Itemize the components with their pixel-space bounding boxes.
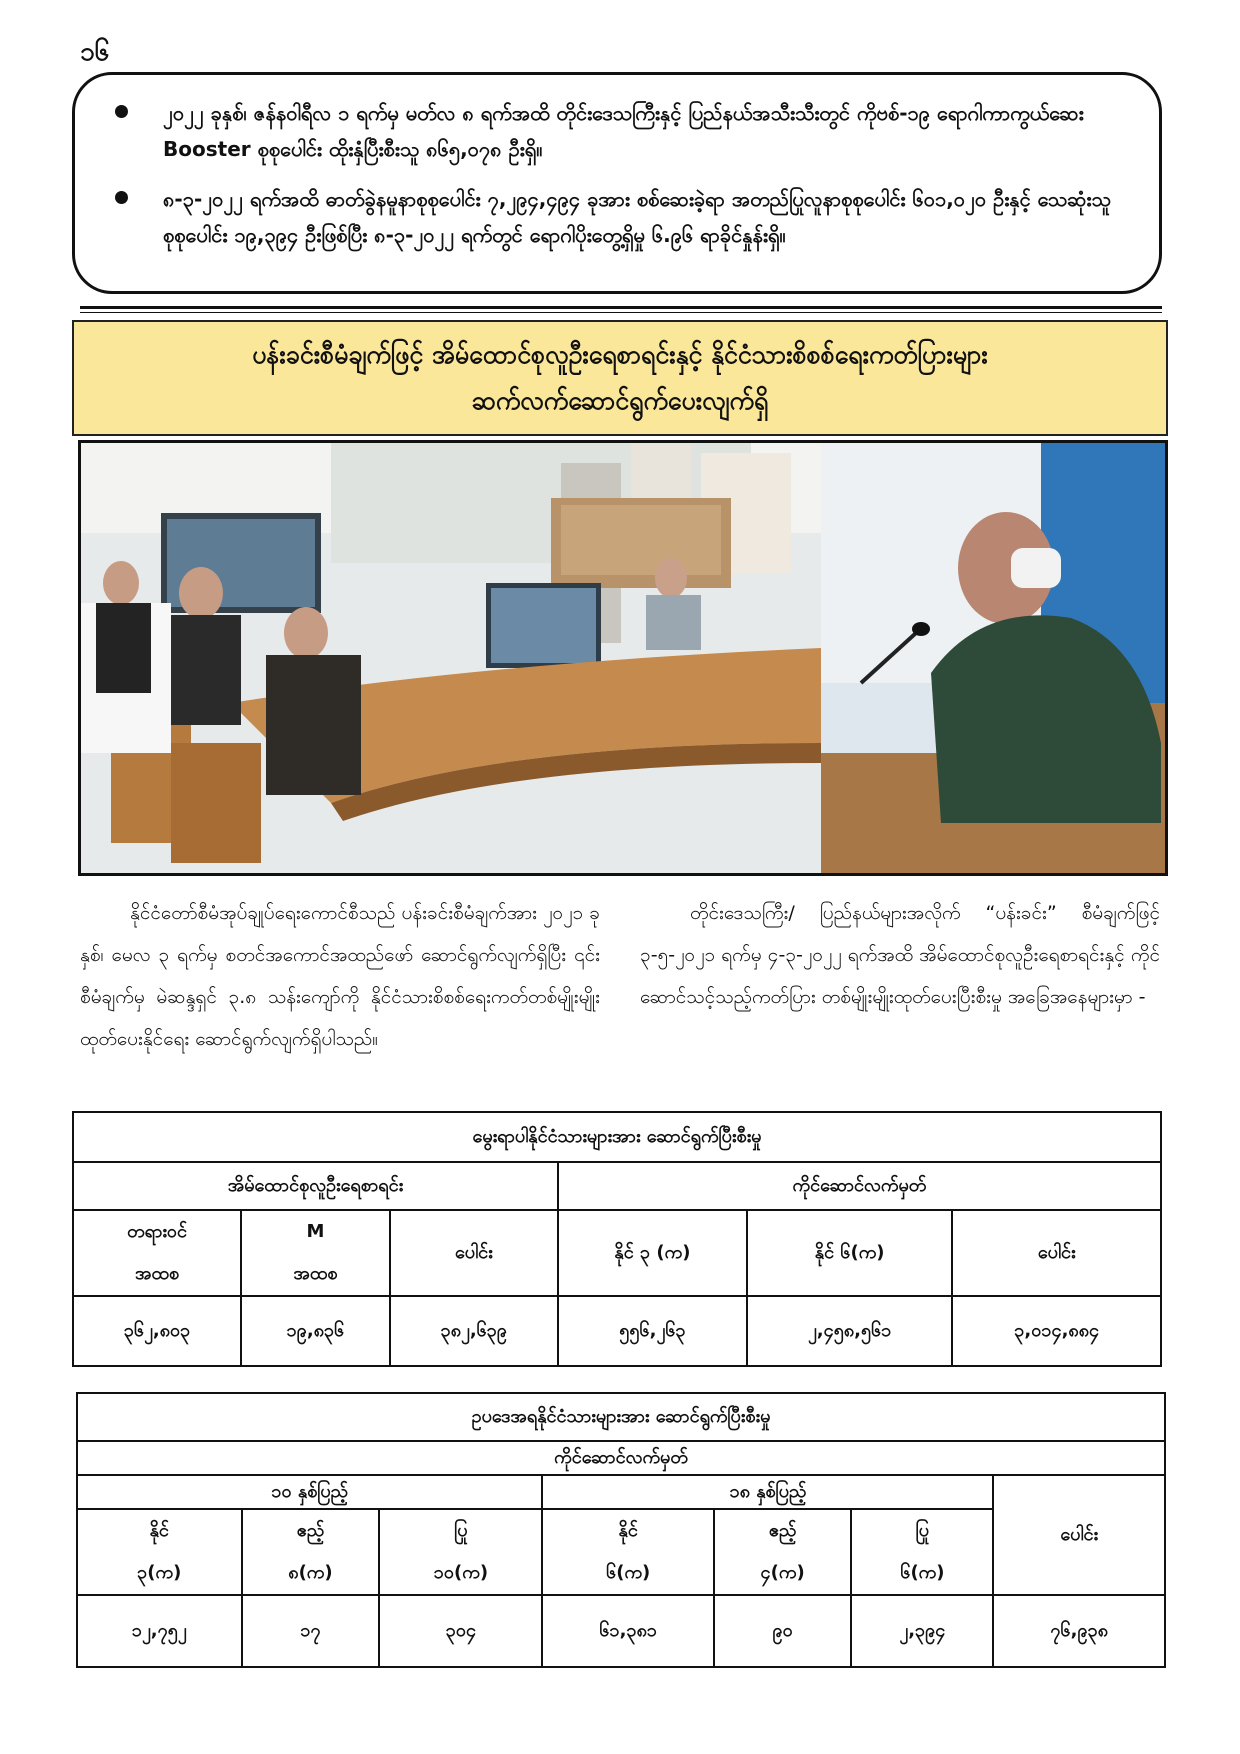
summary-box [72,72,1162,294]
column-header: ပြု ၁၀(က) [379,1509,542,1595]
group-header: ၁၈ နှစ်ပြည့် [542,1475,993,1509]
headline [252,332,988,424]
table-cell: ၆၁,၃၈၁ [542,1595,713,1667]
table-title: ဥပဒေအရနိုင်ငံသားများအား ဆောင်ရွက်ပြီးစီးမှု [77,1393,1165,1441]
headline-line: ပန်းခင်းစီမံချက်ဖြင့် အိမ်ထောင်စုလူဦးရေစာရင်းနှင့် နိုင်ငံသားစိစစ်ရေးကတ်ပြားများ [252,340,988,369]
table-cell: ၇၆,၉၃၈ [993,1595,1165,1667]
table-cell: ၃,၀၁၄,၈၈၄ [952,1296,1161,1366]
table-cell: ၁၂,၇၅၂ [77,1595,242,1667]
bullet-icon [115,191,128,204]
summary-bullet [109,181,1125,253]
body-paragraph-right: တိုင်းဒေသကြီး/ ပြည်နယ်များအလိုက် “ပန်းခင်း” စီမံချက်ဖြင့် ၃-၅-၂၀၂၁ ရက်မှ ၄-၃-၂၀၂၂ ရက်အထိ အိမ်ထောင်စုလူဦးရေစာရင်းနှင့် ကိုင်ဆောင်သင့်သည့်ကတ်ပြား တစ်မျိုးမျိုးထုတ်ပေးပြီးစီးမှု အခြေအနေများမှာ - [640,902,1160,1008]
table-title: မွေးရာပါနိုင်ငံသားများအား ဆောင်ရွက်ပြီးစီးမှု [73,1112,1161,1162]
table-cell: ၃၈၂,၆၃၉ [390,1296,558,1366]
table-cell: ၁၇ [242,1595,380,1667]
column-header: M အထစ [241,1210,390,1296]
table-subtitle: ကိုင်ဆောင်လက်မှတ် [77,1441,1165,1475]
column-header: ပေါင်း [390,1210,558,1296]
column-header: နိုင် ၆(က) [747,1210,952,1296]
page-number: ၁၆ [80,37,110,67]
divider-rule-thin [80,312,1162,313]
table-cell: ၃၀၄ [379,1595,542,1667]
table-cell: ၉၀ [714,1595,851,1667]
group-header: အိမ်ထောင်စုလူဦးရေစာရင်း [73,1162,558,1210]
table-cell: ၅၅၆,၂၆၃ [558,1296,747,1366]
summary-bullet [109,95,1125,167]
table-cell: ၃၆၂,၈၀၃ [73,1296,241,1366]
column-header: ပေါင်း [952,1210,1161,1296]
meeting-photo [78,440,1168,876]
group-header: ကိုင်ဆောင်လက်မှတ် [558,1162,1161,1210]
headline-line: ဆက်လက်ဆောင်ရွက်ပေးလျက်ရှိ [471,386,769,415]
divider-rule [80,306,1162,309]
column-header: နိုင် ၃(က) [77,1509,242,1595]
bullet-icon [115,105,128,118]
table-cell: ၂,၃၉၄ [851,1595,993,1667]
column-header: တရားဝင် အထစ [73,1210,241,1296]
body-paragraph-left: နိုင်ငံတော်စီမံအုပ်ချုပ်ရေးကောင်စီသည် ပန်းခင်းစီမံချက်အား ၂၀၂၁ ခုနှစ်၊ မေလ ၃ ရက်မှ စတင်အကောင်အထည်ဖော် ဆောင်ရွက်လျက်ရှိပြီး ၎င်းစီမံချက်မှ မဲဆန္ဒရှင် ၃.၈ သန်းကျော်ကို နိုင်ငံသားစိစစ်ရေးကတ်တစ်မျိုးမျိုး ထုတ်ပေးနိုင်ရေး ဆောင်ရွက်လျက်ရှိပါသည်။ [80,902,600,1050]
bullet-text: ၈-၃-၂၀၂၂ ရက်အထိ ဓာတ်ခွဲနမူနာစုစုပေါင်း ၇,၂၉၄,၄၉၄ ခုအား စစ်ဆေးခဲ့ရာ အတည်ပြုလူနာစုစုပေါင်း ၆၀၁,၀၂၀ ဦးနှင့် သေဆုံးသူစုစုပေါင်း ၁၉,၃၉၄ ဦးဖြစ်ပြီး ၈-၃-၂၀၂၂ ရက်တွင် ရောဂါပိုးတွေ့ရှိမှု ၆.၉၆ ရာခိုင်နှုန်းရှိ။ [163,187,1111,247]
citizens-by-birth-table [72,1111,1162,1367]
total-header: ပေါင်း [993,1475,1165,1595]
column-header: ဧည့် ၈(က) [242,1509,380,1595]
table-cell: ၂,၄၅၈,၅၆၁ [747,1296,952,1366]
headline-banner [72,320,1168,436]
column-header: နိုင် ၆(က) [542,1509,713,1595]
meeting-photo-illustration [81,443,1165,873]
column-header: ဧည့် ၄(က) [714,1509,851,1595]
naturalized-citizens-table [76,1392,1166,1668]
table-cell: ၁၉,၈၃၆ [241,1296,390,1366]
column-header: ပြု ၆(က) [851,1509,993,1595]
group-header: ၁၀ နှစ်ပြည့် [77,1475,542,1509]
bullet-text: ၂၀၂၂ ခုနှစ်၊ ဇန်နဝါရီလ ၁ ရက်မှ မတ်လ ၈ ရက်အထိ တိုင်းဒေသကြီးနှင့် ပြည်နယ်အသီးသီးတွင် ကိုဗစ်-၁၉ ရောဂါကာကွယ်ဆေး Booster စုစုပေါင်း ထိုးနှံပြီးစီးသူ ၈၆၅,၀၇၈ ဦးရှိ။ [163,101,1084,161]
column-header: နိုင် ၃ (က) [558,1210,747,1296]
